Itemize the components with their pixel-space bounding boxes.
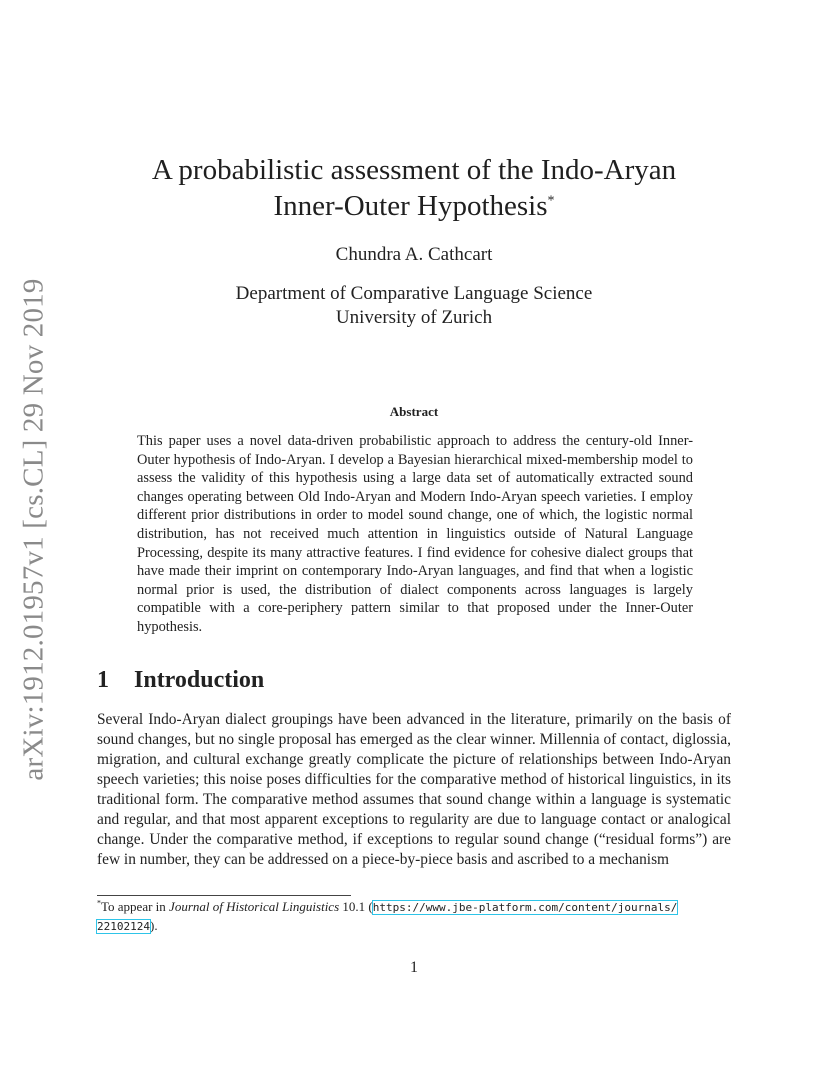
footnote-link-part-2[interactable]: 22102124 xyxy=(97,920,150,933)
arxiv-identifier-text: arXiv:1912.01957v1 [cs.CL] 29 Nov 2019 xyxy=(17,277,50,781)
footnote-divider xyxy=(97,895,351,896)
affiliation-department: Department of Comparative Language Science xyxy=(235,283,593,304)
abstract-text: This paper uses a novel data-driven probabilistic approach to address the century-old Inner-Outer hypothesis of Indo-Aryan. I develop a Bayesian hierarchical mixed-membership model to assess the validity of this hypothesis using a large data set of automatically extracted sound changes operating between Old Indo-Aryan and Modern Indo-Aryan speech varieties. I employ different prior distributions in order to model sound change, one of which, the logistic normal distribution, has not received much attention in linguistics outside of Natural Language Processing, despite its many attractive features. I find evidence for cohesive dialect groups that have made their imprint on contemporary Indo-Aryan languages, and find that when a logistic normal prior is used, the distribution of dialect components across languages is largely compatible with a core-periphery pattern similar to that proposed under the Inner-Outer hypothesis. xyxy=(137,433,693,635)
title-footnote-mark[interactable]: * xyxy=(547,193,555,209)
paper-title-line-2 xyxy=(60,188,768,224)
footnote-journal: Journal of Historical Linguistics xyxy=(169,899,340,914)
footnote-prefix: To appear in xyxy=(101,899,170,914)
footnote-suffix: ). xyxy=(149,918,158,933)
page-number: 1 xyxy=(410,959,418,976)
footnote-volume: 10.1 ( xyxy=(339,899,373,914)
footnote xyxy=(97,898,737,936)
author-name: Chundra A. Cathcart xyxy=(335,244,493,265)
section-title: Introduction xyxy=(134,667,265,693)
footnote-mark: * xyxy=(97,898,101,908)
paper-title-line-2-text: Inner-Outer Hypothesis xyxy=(273,190,548,222)
paper-title-line-1: A probabilistic assessment of the Indo-Aryan xyxy=(151,154,677,186)
introduction-paragraph: Several Indo-Aryan dialect groupings have been advanced in the literature, primarily on the basis of sound changes, but no single proposal has emerged as the clear winner. Millennia of contact, diglossia, migration, and cultural exchange greatly complicate the picture of relationships between Indo-Aryan speech varieties; this noise poses difficulties for the comparative method of historical linguistics, in its traditional form. The comparative method assumes that sound change within a language is systematic and regular, and that most apparent exceptions to regularity are due to language contact or analogical change. Under the comparative method, if exceptions to regular sound change (“residual forms”) are few in number, they can be addressed on a piece-by-piece basis and ascribed to a mechanism xyxy=(97,711,731,868)
paper-title xyxy=(60,152,768,224)
abstract-heading: Abstract xyxy=(389,404,439,419)
affiliation-university: University of Zurich xyxy=(335,307,493,328)
section-number: 1 xyxy=(97,667,109,693)
author-affiliation xyxy=(60,282,768,330)
arxiv-identifier-stamp xyxy=(10,277,58,781)
section-heading-introduction xyxy=(97,665,264,695)
footnote-link-part-1[interactable]: https://www.jbe-platform.com/content/journals/ xyxy=(372,901,678,914)
